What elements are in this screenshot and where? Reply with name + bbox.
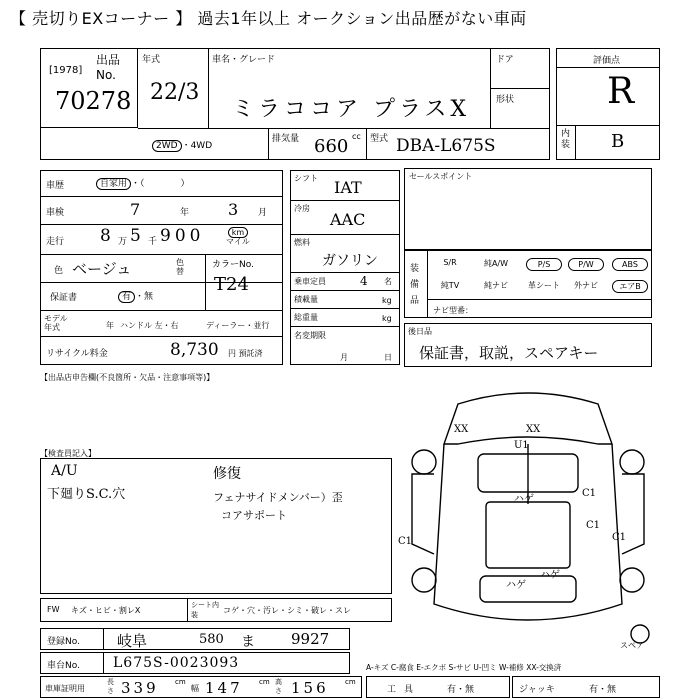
legend-seat-label: シート内装 xyxy=(191,601,219,619)
mileage-sen-unit: 千 xyxy=(148,237,158,247)
equipment-option: ABS xyxy=(612,258,648,271)
damage-mark: XX xyxy=(526,424,541,435)
load-unit: kg xyxy=(382,296,392,305)
registration-value4: 9927 xyxy=(291,630,330,648)
color-code: T24 xyxy=(214,274,249,295)
drive-4wd: ・4WD xyxy=(181,141,213,151)
width-label: 幅 xyxy=(191,684,199,693)
color-value: ベージュ xyxy=(72,260,132,278)
chassis-label: 車台No. xyxy=(47,661,80,671)
length-label: 長さ xyxy=(107,678,114,695)
model-value: DBA-L675S xyxy=(396,136,496,156)
capacity-unit: 名 xyxy=(384,277,392,286)
capacity-value: 4 xyxy=(360,274,368,288)
legend-fw-items: キズ・ヒビ・割レX xyxy=(71,606,141,615)
equipment-option: 純ナビ xyxy=(484,281,508,290)
tools-label: 工具 xyxy=(387,685,422,695)
history-label: 車歴 xyxy=(46,181,65,191)
spare-label: スペア xyxy=(620,641,644,650)
tools-value: 有・無 xyxy=(447,685,475,695)
damage-mark: ハゲ xyxy=(540,570,560,581)
inspector-notes xyxy=(40,458,392,594)
displacement-unit: cc xyxy=(352,132,361,141)
lot-label: 出品No. xyxy=(96,53,121,82)
model-year-unit: 年 xyxy=(106,321,114,330)
interior-label: 内装 xyxy=(561,129,571,150)
legend-fw-label: FW xyxy=(47,605,60,614)
inspection-year-unit: 年 xyxy=(180,208,190,218)
damage-mark: C1 xyxy=(612,532,627,543)
damage-mark: U1 xyxy=(514,440,529,451)
inspection-month-unit: 月 xyxy=(258,208,268,218)
lot-sub: [1978] xyxy=(49,65,83,76)
equipment-label: 装備品 xyxy=(410,264,420,306)
equipment-option: P/S xyxy=(526,258,562,271)
color-change-label: 色替 xyxy=(176,258,184,276)
interior-value: B xyxy=(611,131,625,152)
damage-key: A-キズ C-腐食 E-エクボ S-サビ U-凹ミ W-補修 XX-交換済 xyxy=(366,663,562,672)
lot-number: 70278 xyxy=(55,87,132,115)
gross-label: 総重量 xyxy=(294,313,318,322)
score-box xyxy=(556,48,660,160)
model-year-label: モデル年式 xyxy=(44,314,68,332)
seller-report-label: 【出品店申告欄(不良箇所・欠品・注意事項等)】 xyxy=(40,373,215,382)
equipment-option: S/R xyxy=(443,258,457,267)
legend-seat-items: コゲ・穴・汚レ・シミ・破レ・スレ xyxy=(223,606,351,615)
chassis-row xyxy=(40,652,350,674)
displacement-value: 660 xyxy=(314,136,349,157)
fuel-value: ガソリン xyxy=(322,253,378,269)
jack-value: 有・無 xyxy=(589,685,617,695)
mileage-man-unit: 万 xyxy=(118,237,128,247)
length-unit: cm xyxy=(175,678,186,686)
color-code-label: カラーNo. xyxy=(212,260,254,270)
equipment-option: 純TV xyxy=(440,281,460,290)
chassis-value: L675S-0023093 xyxy=(113,655,240,671)
name-label: 車名・グレード xyxy=(212,55,276,65)
damage-mark: C1 xyxy=(398,536,413,547)
jack-box xyxy=(512,676,660,698)
year-value: 22/3 xyxy=(150,80,200,105)
equipment-option: エアB xyxy=(612,280,648,293)
inspector-line2: 下廻りS.C.穴 xyxy=(47,487,126,502)
capacity-label: 乗車定員 xyxy=(294,277,326,286)
equipment-option: 純A/W xyxy=(483,259,509,268)
height-unit: cm xyxy=(345,678,356,686)
recycle-label: リサイクル料金 xyxy=(46,349,108,359)
gross-unit: kg xyxy=(382,314,392,323)
load-label: 積載量 xyxy=(294,295,318,304)
recycle-unit: 円 預託済 xyxy=(228,349,263,358)
mileage-unit: km マイル xyxy=(226,228,250,246)
damage-mark: XX xyxy=(454,424,469,435)
tools-box xyxy=(366,676,510,698)
year-label: 年式 xyxy=(142,55,161,65)
sales-point-box xyxy=(404,168,652,250)
width-unit: cm xyxy=(259,678,270,686)
legend-row xyxy=(40,598,392,622)
handle-option: ハンドル 左・右 xyxy=(120,321,179,330)
accessories-value: 保証書，取説，スペアキー xyxy=(419,344,599,362)
accessories-title: 後日品 xyxy=(408,327,432,336)
registration-value3: ま xyxy=(241,634,255,650)
shape-label: 形状 xyxy=(496,95,515,105)
score-label: 評価点 xyxy=(593,56,621,66)
mileage-man: 8 xyxy=(100,226,111,246)
name-change-label: 名変期限 xyxy=(294,331,326,340)
inspection-year: 7 xyxy=(130,200,141,219)
damage-mark: C1 xyxy=(586,520,601,531)
ac-label: 冷房 xyxy=(294,204,310,213)
accessories-box xyxy=(404,323,652,367)
inspector-label: 【検査員記入】 xyxy=(40,449,96,458)
damage-mark: ハゲ xyxy=(506,580,526,591)
width-value: 147 xyxy=(205,679,243,697)
registration-value1: 岐阜 xyxy=(117,632,148,650)
navi-model-label: ナビ型番： xyxy=(433,306,473,315)
jack-label: ジャッキ xyxy=(519,685,555,695)
mileage-rest: 900 xyxy=(160,226,205,246)
dealer-option: ディーラー・並行 xyxy=(206,321,270,330)
recycle-value: 8,730 xyxy=(170,340,219,360)
registration-label: 登録No. xyxy=(47,637,80,647)
inspector-line4: フェナサイドメンバー）歪 xyxy=(213,491,343,504)
ac-value: AAC xyxy=(330,210,366,229)
color-label: 色 xyxy=(54,266,64,276)
displacement-label: 排気量 xyxy=(272,134,300,144)
drive-selector xyxy=(152,138,212,151)
inspector-line5: コアサポート xyxy=(221,509,287,522)
drive-2wd: 2WD xyxy=(152,140,182,152)
inspector-line1: A/U xyxy=(51,463,78,479)
mileage-label: 走行 xyxy=(46,237,65,247)
registration-value2: 580 xyxy=(199,632,224,647)
equipment-option: 革シート xyxy=(528,281,560,290)
length-value: 339 xyxy=(121,679,159,697)
header-title: 【 売切りEXコーナー 】 過去1年以上 オークション出品歴がない車両 xyxy=(10,9,527,28)
shift-value: IAT xyxy=(334,178,362,197)
shift-label: シフト xyxy=(294,174,318,183)
height-label: 高さ xyxy=(275,678,282,695)
inspection-month: 3 xyxy=(228,200,239,219)
model-label: 型式 xyxy=(370,134,389,144)
mileage-sen: 5 xyxy=(130,226,141,246)
name-change-unit: 月 xyxy=(340,353,348,362)
registration-row xyxy=(40,628,350,650)
inspection-label: 車検 xyxy=(46,208,65,218)
warranty-value: 有 ・無 xyxy=(118,289,153,302)
sales-point-label: セールスポイント xyxy=(409,172,473,181)
equipment-option: 外ナビ xyxy=(574,281,598,290)
height-value: 156 xyxy=(291,679,329,697)
dimensions-row xyxy=(40,676,362,698)
name-change-unit2: 日 xyxy=(384,353,392,362)
door-label: ドア xyxy=(496,55,514,65)
history-value: 自家用 ・（ ） xyxy=(96,176,190,189)
score-value: R xyxy=(607,71,635,112)
damage-mark: C1 xyxy=(582,488,597,499)
warranty-label: 保証書 xyxy=(50,293,78,303)
fuel-label: 燃料 xyxy=(294,238,310,247)
dimensions-label: 車庫証明用 xyxy=(45,684,85,693)
inspector-line3: 修復 xyxy=(213,466,241,482)
name-value: ミラココア プラスX xyxy=(232,97,470,122)
lot-box xyxy=(40,48,138,128)
damage-mark: ハゲ xyxy=(514,494,534,505)
equipment-option: P/W xyxy=(568,258,604,271)
